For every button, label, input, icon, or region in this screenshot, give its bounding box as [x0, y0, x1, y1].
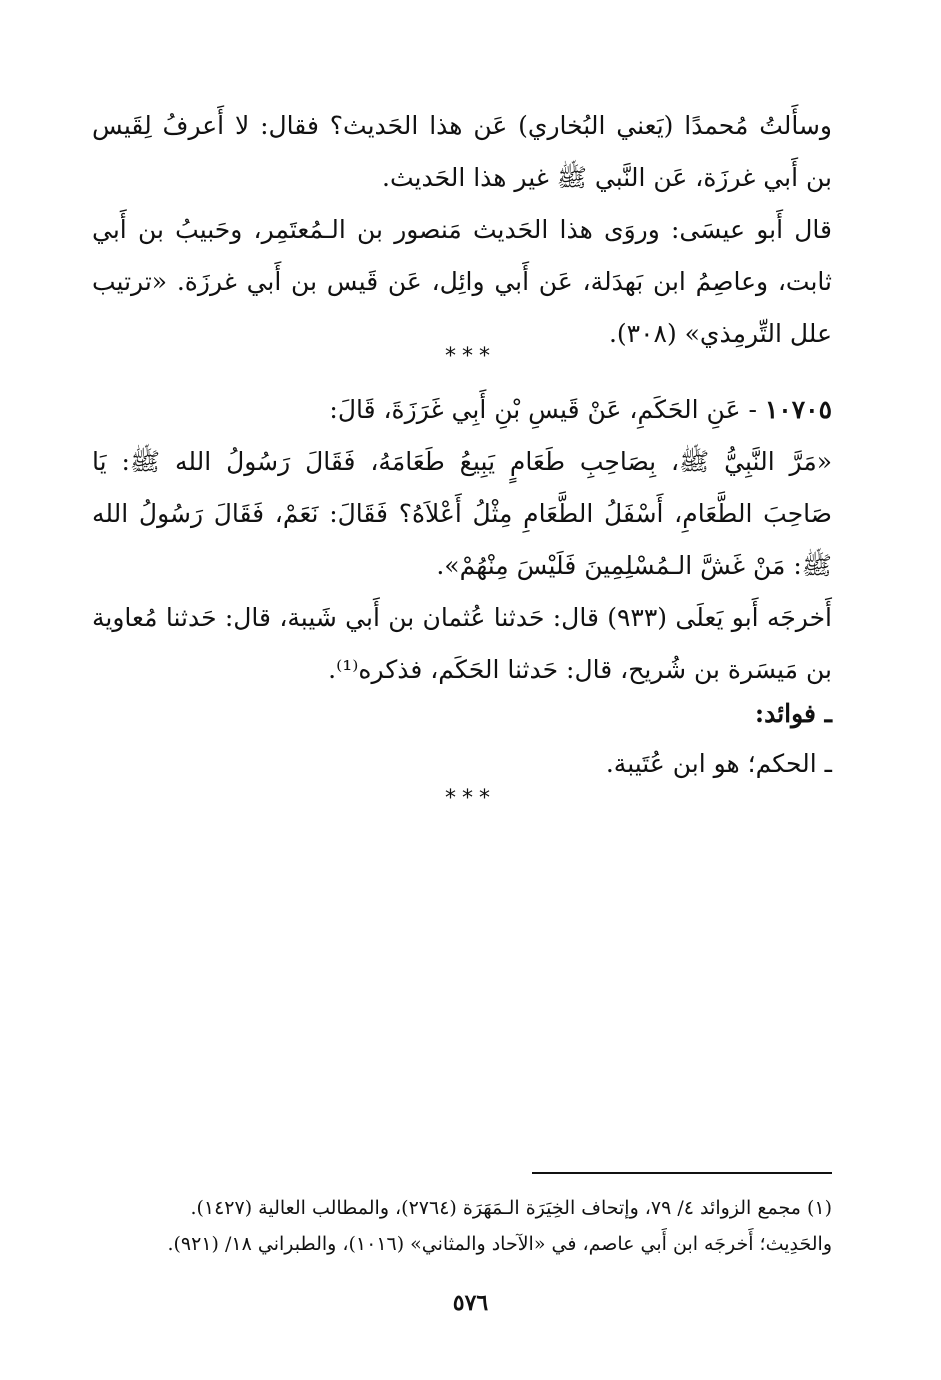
page-number: ٥٧٦	[452, 1290, 489, 1316]
hadith-chain: عَنِ الحَكَمِ، عَنْ قَيسِ بْنِ أَبِي غَرَزَةَ، قَالَ:	[329, 395, 741, 424]
hadith-matn: «مَرَّ النَّبِيُّ ﷺ، بِصَاحِبِ طَعَامٍ يَبِيعُ طَعَامَهُ، فَقَالَ رَسُولُ الله ﷺ: يَا صَاحِبَ الطَّعَامِ، أَسْفَلُ الطَّعَامِ مِثْلُ أَعْلاَهُ؟ فَقَالَ: نَعَمْ، فَقَالَ رَسُولُ الله ﷺ: مَنْ غَشَّ الـمُسْلِمِينَ فَلَيْسَ مِنْهُمْ».	[92, 447, 832, 580]
fawaid-heading-text: ـ فوائد:	[754, 699, 832, 728]
footnote-line: والحَدِيث؛ أَخرجَه ابن أَبي عاصم، في «الآحاد والمثاني» (١٠١٦)، والطبراني ١٨/ (٩٢١).	[167, 1233, 832, 1255]
hadith-matn-paragraph	[92, 436, 832, 592]
fawaid-item-text: ـ الحكم؛ هو ابن عُتَيبة.	[605, 749, 832, 778]
takhrij-text: أَخرجَه أَبو يَعلَى (٩٣٣) قال: حَدثنا عُثمان بن أَبي شَيبة، قال: حَدثنا مُعاوية بن مَيسَرة بن شُريح، قال: حَدثنا الحَكَم، فذكره⁽¹⁾.	[92, 603, 832, 684]
intro-paragraph	[92, 100, 832, 204]
footnote-line: (١) مجمع الزوائد ٤/ ٧٩، وإتحاف الخِيَرَة الـمَهَرَة (٢٧٦٤)، والمطالب العالية (١٤٢٧).	[190, 1197, 832, 1219]
footnotes	[100, 1190, 832, 1262]
hadith-number: ١٠٧٠٥	[764, 395, 832, 424]
footnote-divider	[532, 1172, 832, 1174]
fawaid-item	[92, 738, 832, 790]
abu-isa-paragraph	[92, 204, 832, 360]
intro-text: وسأَلتُ مُحمدًا (يَعني البُخاري) عَن هذا الحَديث؟ فقال: لا أَعرفُ لِقَيس بن أَبي غرزَة، عَن النَّبي ﷺ غير هذا الحَديث.	[92, 111, 832, 192]
abu-isa-text: قال أَبو عيسَى: وروَى هذا الحَديث مَنصور بن الـمُعتَمِر، وحَبيبُ بن أَبي ثابت، وعاصِمُ ابن بَهدَلة، عَن أَبي وائِل، عَن قَيس بن أَبي غرزَة. «ترتيب علل التِّرمِذي» (٣٠٨).	[92, 215, 832, 348]
hadith-heading	[92, 384, 832, 436]
takhrij-paragraph	[92, 592, 832, 696]
fawaid-heading	[92, 688, 832, 740]
section-separator-end: ***	[445, 786, 496, 811]
section-separator: ***	[445, 344, 496, 369]
hadith-dash: -	[740, 395, 757, 424]
